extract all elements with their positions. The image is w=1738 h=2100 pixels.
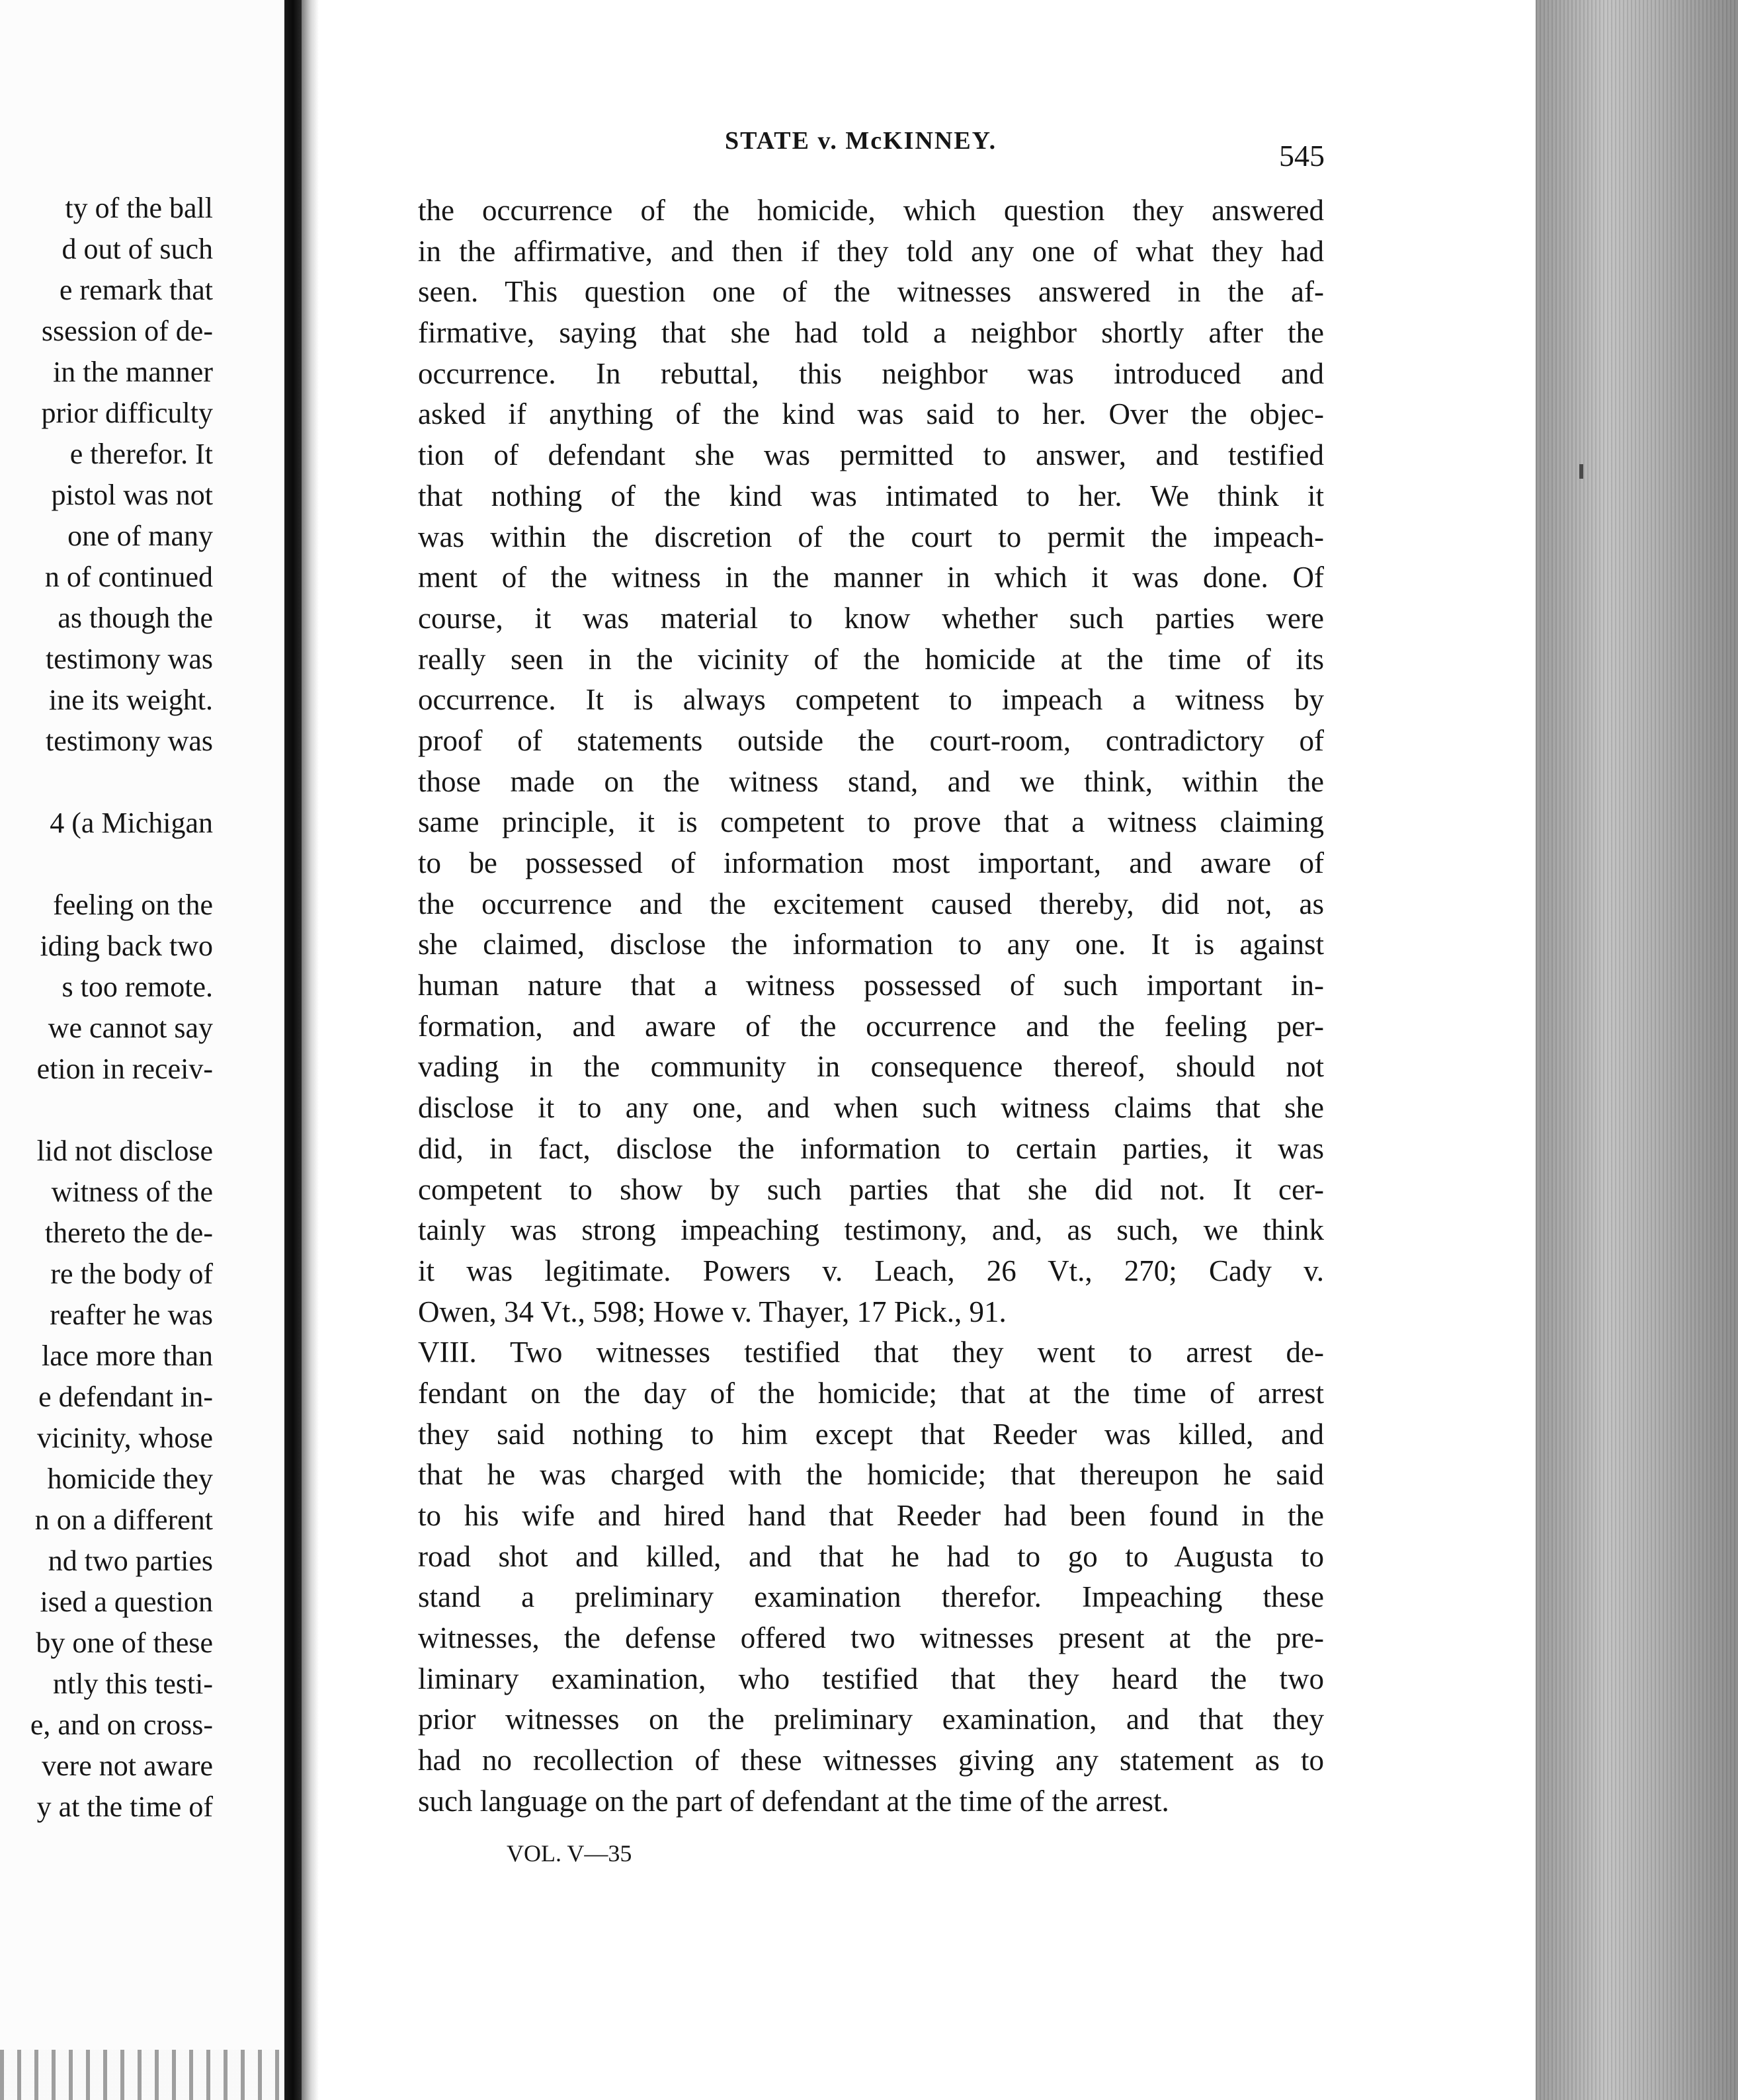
text-line: vading in the community in consequence thereof, should not (418, 1050, 1324, 1084)
text-line: to his wife and hired hand that Reeder had been found in the (418, 1499, 1324, 1532)
left-line: testimony was (46, 725, 213, 757)
text-line: fendant on the day of the homicide; that at the time of arrest (418, 1376, 1324, 1410)
text-line: the occurrence of the homicide, which question they answered (418, 194, 1324, 227)
text-line: liminary examination, who testified that they heard the two (418, 1662, 1324, 1695)
left-page-bottom-fade (0, 2050, 284, 2100)
text-line: occurrence. In rebuttal, this neighbor was introduced and (418, 356, 1324, 390)
text-line: tainly was strong impeaching testimony, and, as such, we think (418, 1213, 1324, 1247)
left-facing-page (0, 0, 284, 2100)
left-line: e defendant in- (38, 1381, 213, 1413)
left-line: vere not aware (42, 1750, 213, 1782)
left-line: in the manner (53, 356, 213, 388)
left-line: feeling on the (53, 889, 213, 921)
page-number: 545 (1279, 139, 1325, 173)
text-line: such language on the part of defendant at the time of the arrest. (418, 1784, 1169, 1818)
text-line: they said nothing to him except that Reeder was killed, and (418, 1417, 1324, 1451)
left-line: re the body of (50, 1258, 213, 1290)
left-line: ssession of de- (41, 315, 213, 347)
left-line: we cannot say (48, 1012, 213, 1044)
left-page-text (0, 188, 213, 1828)
left-line: by one of these (36, 1627, 213, 1659)
left-line: ine its weight. (48, 684, 213, 716)
left-line: nd two parties (48, 1545, 213, 1577)
left-line (0, 1090, 213, 1131)
text-line: disclose it to any one, and when such witness claims that she (418, 1091, 1324, 1125)
left-line: e, and on cross- (30, 1709, 213, 1741)
text-line: ment of the witness in the manner in which it was done. Of (418, 561, 1324, 594)
left-line: lid not disclose (36, 1135, 213, 1167)
text-line: Owen, 34 Vt., 598; Howe v. Thayer, 17 Pick., 91. (418, 1295, 1007, 1328)
main-text-block (418, 190, 1324, 1822)
text-line: stand a preliminary examination therefor. Impeaching these (418, 1580, 1324, 1614)
left-line: vicinity, whose (37, 1422, 213, 1454)
text-line: those made on the witness stand, and we think, within the (418, 764, 1324, 798)
text-line: prior witnesses on the preliminary examination, and that they (418, 1703, 1324, 1736)
left-line: e remark that (59, 274, 213, 306)
book-page-edges (1536, 0, 1738, 2100)
left-line: thereto the de- (44, 1217, 213, 1249)
running-head: STATE v. McKINNEY. (725, 127, 997, 155)
binding-gutter (284, 0, 302, 2100)
text-line: was within the discretion of the court to permit the impeach- (418, 520, 1324, 553)
left-line: etion in receiv- (36, 1053, 213, 1085)
gutter-shadow (302, 0, 319, 2100)
text-line: competent to show by such parties that she did not. It cer- (418, 1172, 1324, 1206)
text-line: seen. This question one of the witnesses answered in the af- (418, 275, 1324, 309)
text-line: firmative, saying that she had told a neighbor shortly after the (418, 316, 1324, 350)
text-line: to be possessed of information most important, and aware of (418, 846, 1324, 879)
left-line: ised a question (40, 1586, 213, 1618)
text-line: course, it was material to know whether such parties were (418, 601, 1324, 635)
left-line: s too remote. (62, 971, 213, 1003)
edge-tick-mark (1579, 464, 1583, 479)
left-line: one of many (67, 520, 213, 552)
left-line: lace more than (42, 1340, 213, 1372)
text-line: tion of defendant she was permitted to answer, and testified (418, 438, 1324, 472)
left-line: homicide they (47, 1463, 213, 1495)
text-line: it was legitimate. Powers v. Leach, 26 Vt., 270; Cady v. (418, 1254, 1324, 1287)
left-line (0, 844, 213, 885)
text-line: that he was charged with the homicide; that thereupon he said (418, 1458, 1324, 1492)
left-line: ty of the ball (65, 192, 213, 224)
left-line: d out of such (62, 233, 213, 265)
left-line: testimony was (46, 643, 213, 675)
left-line: n of continued (44, 561, 213, 593)
left-line: as though the (58, 602, 213, 634)
left-line: witness of the (51, 1176, 213, 1208)
text-line: formation, and aware of the occurrence and the feeling per- (418, 1009, 1324, 1043)
text-line: that nothing of the kind was intimated to her. We think it (418, 479, 1324, 512)
text-line: VIII. Two witnesses testified that they went to arrest de- (418, 1336, 1324, 1369)
left-line: e therefor. It (69, 438, 213, 470)
text-line: asked if anything of the kind was said to her. Over the objec- (418, 397, 1324, 431)
left-line: ntly this testi- (53, 1668, 213, 1700)
text-line: really seen in the vicinity of the homicide at the time of its (418, 642, 1324, 676)
left-line: pistol was not (51, 479, 213, 511)
text-line: human nature that a witness possessed of such important in- (418, 969, 1324, 1002)
text-line: did, in fact, disclose the information to certain parties, it was (418, 1131, 1324, 1165)
text-line: in the affirmative, and then if they told any one of what they had (418, 234, 1324, 268)
text-line: witnesses, the defense offered two witnesses present at the pre- (418, 1621, 1324, 1655)
left-line: iding back two (40, 930, 213, 962)
text-line: the occurrence and the excitement caused thereby, did not, as (418, 887, 1324, 920)
left-line: reafter he was (50, 1299, 213, 1331)
left-line: prior difficulty (41, 397, 213, 429)
left-line: n on a different (34, 1504, 213, 1536)
text-line: proof of statements outside the court-room, contradictory of (418, 723, 1324, 757)
text-line: same principle, it is competent to prove that a witness claiming (418, 805, 1324, 839)
text-line: she claimed, disclose the information to any one. It is against (418, 928, 1324, 961)
text-line: had no recollection of these witnesses giving any statement as to (418, 1744, 1324, 1777)
text-line: road shot and killed, and that he had to go to Augusta to (418, 1539, 1324, 1573)
left-line: 4 (a Michigan (50, 807, 213, 839)
text-line: occurrence. It is always competent to impeach a witness by (418, 683, 1324, 717)
left-line (0, 762, 213, 803)
signature-mark: VOL. V—35 (507, 1840, 632, 1867)
left-line: y at the time of (36, 1791, 213, 1823)
